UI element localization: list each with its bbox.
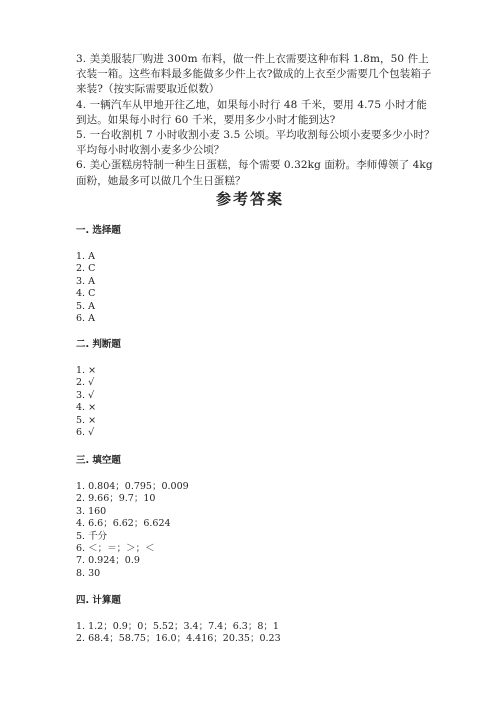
- section-title: 四. 计算题: [76, 595, 121, 606]
- problem-item: 6. 美心蛋糕房特制一种生日蛋糕，每个需要 0.32kg 面粉。李师傅领了 4kg 面粉，她最多可以做几个生日蛋糕？: [76, 159, 433, 187]
- answer-item: 2. 9.66；9.7；10: [76, 493, 156, 505]
- section-title: 二. 判断题: [76, 339, 121, 350]
- section-judgment: [76, 336, 456, 439]
- section-choice: [76, 222, 456, 325]
- answer-item: 4. ×: [76, 402, 97, 414]
- answer-item: 5. A: [76, 300, 95, 312]
- problem-item: 5. 一台收割机 7 小时收割小麦 3.5 公顷。平均收割每公顷小麦要多少小时？平均每小时收割小麦多少公顷？: [76, 129, 435, 157]
- answer-title: 参考答案: [215, 190, 284, 208]
- answer-item: 3. A: [76, 275, 95, 287]
- answer-item: 1. A: [76, 251, 95, 262]
- answer-item: 5. ×: [76, 414, 97, 426]
- answer-item: 4. 6.6；6.62；6.624: [76, 518, 171, 530]
- answer-list: [76, 365, 456, 439]
- answer-list: [76, 251, 456, 325]
- answer-item: 5. 千分: [76, 530, 108, 542]
- problem-list: [76, 52, 436, 189]
- answer-item: 3. √: [76, 389, 95, 401]
- answer-item: 6. A: [76, 313, 95, 325]
- answer-item: 7. 0.924；0.9: [76, 555, 140, 567]
- answer-item: 1. ×: [76, 365, 97, 376]
- section-title: 一. 选择题: [76, 225, 121, 236]
- answer-item: 6. ＜；＝；＞；＜: [76, 543, 155, 555]
- problem-item: 3. 美美服装厂购进 300m 布料，做一件上衣需要这种布料 1.8m，50 件上衣装一箱。这些布料最多能做多少件上衣?做成的上衣至少需要几个包装箱子来装?（按实际需要取近似数）: [76, 53, 432, 96]
- answer-item: 8. 30: [76, 567, 101, 579]
- section-fill-blank: [76, 452, 456, 580]
- answer-list: [76, 481, 456, 580]
- answer-item: 2. 68.4；58.75；16.0；4.416；20.35；0.23: [76, 633, 281, 645]
- answer-item: 2. √: [76, 377, 95, 389]
- problem-item: 4. 一辆汽车从甲地开往乙地，如果每小时行 48 千米，要用 4.75 小时才能到达。如果每小时行 60 千米，要用多少小时才能到达?: [76, 98, 427, 126]
- answer-item: 1. 0.804；0.795；0.009: [76, 481, 189, 492]
- section-calculation: [76, 592, 456, 646]
- answer-item: 2. C: [76, 263, 96, 275]
- answer-item: 4. C: [76, 288, 96, 300]
- section-title: 三. 填空题: [76, 455, 121, 466]
- answer-item: 6. √: [76, 427, 95, 439]
- answer-item: 1. 1.2；0.9；0；5.52；3.4；7.4；6.3；8；1: [76, 621, 279, 632]
- answer-item: 3. 160: [76, 505, 107, 517]
- answer-list: [76, 621, 456, 646]
